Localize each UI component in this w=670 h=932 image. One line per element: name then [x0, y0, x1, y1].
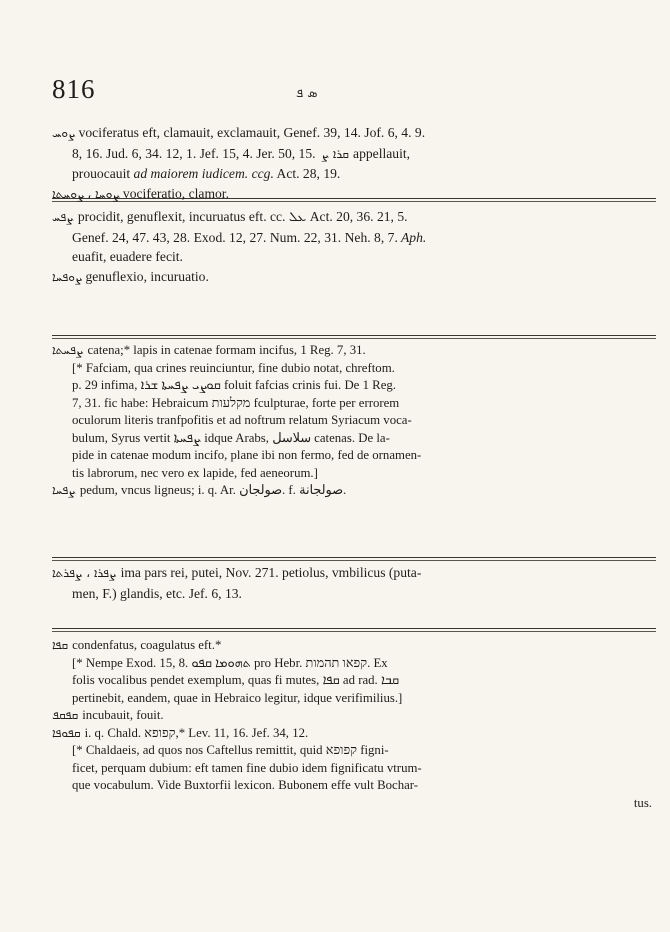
entry-text: pertinebit, eandem, quae in Hebraico legitur, idque verifimilius.] — [72, 690, 403, 705]
entry-text: pide in catenae modum incifo, plane ibi non fermo, fed de ornamen- — [72, 448, 422, 462]
entry-reference: Act. 28, 19. — [273, 166, 341, 181]
syriac-headword: ܩܦܐ — [52, 638, 69, 652]
entry-text: p. 29 infima, ܩܘܨܝ ܨܦܚܬܐ ܫܪܐ foluit fafcias crinis fui. De 1 Reg. — [72, 378, 396, 392]
syriac-headword: ܨܦܪܐ ، ܨܦܪܬܐ — [52, 566, 117, 580]
entry-line — [52, 430, 652, 448]
section-rule — [52, 628, 656, 629]
entry-line — [52, 795, 652, 813]
dictionary-entry — [52, 563, 652, 603]
entry-line — [52, 207, 652, 228]
entry-text: [* Chaldaeis, ad quos nos Caftellus remittit, quid קפופא figni- — [72, 743, 389, 757]
entry-line — [52, 247, 652, 267]
entry-text: ficet, perquam dubium: eft tamen fine dubio idem fignificatu vtrum- — [72, 760, 422, 775]
running-head: ܣ ܦ — [296, 86, 318, 101]
entry-line — [52, 777, 652, 795]
entry-text: genuflexio, incuruatio. — [85, 268, 209, 284]
entry-line — [52, 742, 652, 760]
entry-text: i. q. Chald. קפופא,* Lev. 11, 16. Jef. 34, 12. — [84, 725, 309, 740]
entry-text: prouocauit — [72, 166, 131, 181]
entry-line — [52, 377, 652, 395]
syriac-headword: ܨܘܚܐ ، ܨܘܚܬܐ — [52, 186, 119, 201]
entry-text: vociferatus eft, clamauit, exclamauit, Genef. 39, 14. Jof. 6, 4. 9. — [78, 125, 426, 140]
entry-line — [52, 144, 652, 165]
entry-gloss: appellauit, — [353, 145, 411, 161]
entry-text: [* Nempe Exod. 15, 8. ܬܗܘܡܐ ܩܦܘ pro Hebr. קפאו תהמות. Ex — [72, 655, 388, 670]
entry-text: 8, 16. Jud. 6, 34. 12, 1. Jef. 15, 4. Jer. 50, 15. — [72, 145, 316, 161]
entry-text: vociferatio, clamor. — [122, 185, 229, 201]
italic-text: ad maiorem iudicem. ccg. — [130, 166, 274, 181]
italic-text: Aph. — [397, 229, 427, 245]
entry-text: folis vocalibus pendet exemplum, quas fi mutes, ܩܦܐ ad rad. ܩܒܐ — [72, 673, 399, 687]
entry-text: catena;* lapis in catenae formam incifus, 1 Reg. 7, 31. — [87, 343, 366, 357]
entry-text: oculorum literis tranfpofitis et ad noftrum relatum Syriacum voca- — [72, 413, 412, 427]
entry-text: ima pars rei, putei, Nov. 271. petiolus, vmbilicus (puta- — [120, 565, 422, 580]
entry-text: [* Fafciam, qua crines reuinciuntur, fine dubio notat, chreftom. — [72, 360, 395, 375]
entry-text: tus. — [633, 795, 652, 810]
syriac-headword: ܨܦܚ — [52, 210, 74, 224]
syriac-headword: ܨܘܚ — [52, 126, 75, 140]
entry-text: incubauit, fouit. — [82, 708, 164, 722]
entry-line — [52, 184, 652, 205]
entry-line — [52, 760, 652, 778]
dictionary-entry — [52, 637, 652, 812]
syriac-headword: ܩܦܘܦܐ — [52, 725, 81, 740]
syriac-word: ܩܪܐ ܨ — [321, 146, 350, 161]
entry-line — [52, 447, 652, 465]
entry-text: pedum, vncus ligneus; i. q. Ar. صولجان. f. صولجانة. — [79, 483, 347, 497]
entry-text: condenfatus, coagulatus eft.* — [72, 638, 222, 652]
entry-line — [52, 725, 652, 743]
entry-text: euafit, euadere fecit. — [72, 249, 183, 264]
entry-line — [52, 707, 652, 725]
entry-line — [52, 267, 652, 288]
entry-line — [52, 164, 652, 184]
entry-text: tis labrorum, nec vero ex lapide, fed aeneorum.] — [72, 465, 318, 480]
syriac-headword: ܩܦܩܦ — [52, 708, 79, 722]
entry-line — [52, 672, 652, 690]
entry-line — [52, 655, 652, 673]
entry-text: men, F.) glandis, etc. Jef. 6, 13. — [72, 585, 242, 601]
section-rule — [52, 335, 656, 336]
dictionary-entry — [52, 123, 652, 204]
dictionary-entry — [52, 207, 652, 287]
syriac-headword: ܨܦܚܬܐ — [52, 343, 84, 357]
entry-line — [52, 637, 652, 655]
page-number: 816 — [52, 74, 96, 104]
entry-line — [52, 465, 652, 483]
entry-line — [52, 482, 652, 500]
entry-line — [52, 412, 652, 430]
entry-line — [52, 395, 652, 413]
entry-text: bulum, Syrus vertit ܨܦܚܬܐ idque Arabs, سلاسل catenas. De la- — [72, 430, 390, 445]
entry-line — [52, 563, 652, 584]
entry-line — [52, 228, 652, 248]
syriac-headword: ܨܦܚܐ — [52, 483, 76, 497]
entry-line — [52, 690, 652, 708]
entry-line — [52, 123, 652, 144]
entry-line — [52, 584, 652, 604]
entry-text: procidit, genuflexit, incuruatus eft. cc. ܥܠ Act. 20, 36. 21, 5. — [77, 209, 408, 224]
syriac-headword: ܨܘܦܚܐ — [52, 269, 82, 284]
dictionary-entry — [52, 342, 652, 500]
entry-text: que vocabulum. Vide Buxtorfii lexicon. Bubonem effe vult Bochar- — [72, 778, 419, 792]
section-rule — [52, 557, 656, 558]
entry-line — [52, 342, 652, 360]
entry-line — [52, 360, 652, 378]
entry-text: 7, 31. fic habe: Hebraicum מקלעות fculpturae, forte per errorem — [72, 395, 400, 410]
entry-text: Genef. 24, 47. 43, 28. Exod. 12, 27. Num. 22, 31. Neh. 8, 7. — [72, 229, 398, 245]
